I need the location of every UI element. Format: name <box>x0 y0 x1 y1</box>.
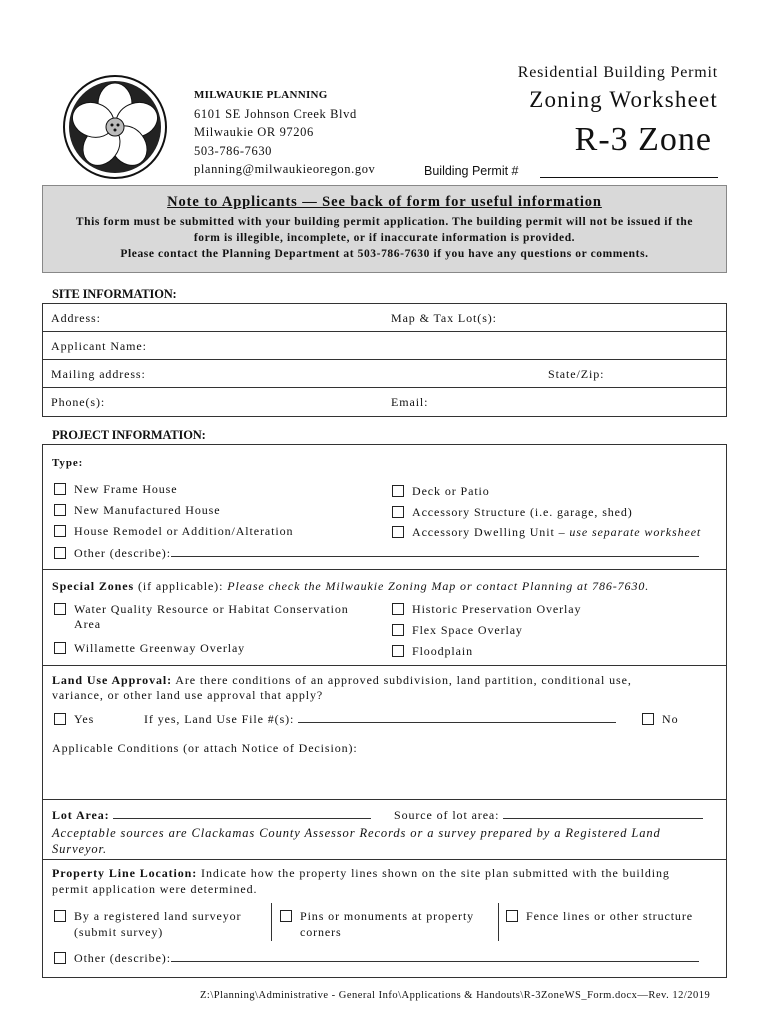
land-use-no-label: No <box>662 712 679 726</box>
org-phone: 503-786-7630 <box>194 143 273 158</box>
land-use-label: Land Use Approval: <box>52 673 173 687</box>
divider <box>498 903 499 941</box>
site-row-address <box>43 304 726 332</box>
notice-title: Note to Applicants — See back of form for useful information <box>167 194 602 210</box>
type-other[interactable] <box>54 546 699 561</box>
org-email: planning@milwaukieoregon.gov <box>194 162 376 176</box>
project-info-box <box>42 444 727 978</box>
checkbox[interactable] <box>392 645 404 657</box>
special-zones-prompt <box>52 579 649 594</box>
zone-water-quality[interactable] <box>54 602 349 617</box>
site-row-applicant <box>43 332 726 360</box>
special-zones-note: Please check the Milwaukie Zoning Map or contact Planning at 786-7630. <box>227 579 650 593</box>
footer-file-path: Z:\Planning\Administrative - General Info\Applications & Handouts\R-3ZoneWS_Form.docx—Rev. 12/2019 <box>200 990 711 1001</box>
checkbox[interactable] <box>392 603 404 615</box>
pl-other-field[interactable] <box>171 961 699 962</box>
address-field-label[interactable]: Address: <box>51 311 101 325</box>
zone-historic-label: Historic Preservation Overlay <box>412 602 582 616</box>
form-category: Residential Building Permit <box>517 64 718 81</box>
checkbox[interactable] <box>54 504 66 516</box>
checkbox[interactable] <box>54 910 66 922</box>
checkbox[interactable] <box>642 713 654 725</box>
checkbox[interactable] <box>54 525 66 537</box>
phone-field-label[interactable]: Phone(s): <box>51 395 106 409</box>
type-deck-patio-label: Deck or Patio <box>412 484 490 498</box>
checkbox[interactable] <box>392 624 404 636</box>
site-info-heading: SITE INFORMATION: <box>52 287 177 301</box>
lot-note-1: Acceptable sources are Clackamas County Assessor Records or a survey prepared by a Registered Land <box>52 826 661 840</box>
special-zones-paren: (if applicable): <box>137 579 224 593</box>
zone-flex-space[interactable] <box>392 623 523 638</box>
zone-title: R-3 Zone <box>574 121 712 158</box>
site-row-mailing <box>43 360 726 388</box>
pl-pins-label: Pins or monuments at property <box>300 909 475 923</box>
checkbox[interactable] <box>506 910 518 922</box>
applicant-name-field-label[interactable]: Applicant Name: <box>51 339 147 353</box>
org-address1: 6101 SE Johnson Creek Blvd <box>194 106 357 121</box>
type-accessory-structure[interactable] <box>392 505 633 520</box>
land-use-yes[interactable] <box>54 712 94 727</box>
permit-number-field[interactable] <box>540 177 718 178</box>
divider <box>271 903 272 941</box>
lot-source-label: Source of lot area: <box>394 808 500 822</box>
checkbox[interactable] <box>54 547 66 559</box>
email-field-label[interactable]: Email: <box>391 395 429 409</box>
checkbox[interactable] <box>392 485 404 497</box>
org-info <box>194 86 375 179</box>
notice-box <box>42 185 727 273</box>
zone-willamette[interactable] <box>54 641 245 656</box>
type-adu-label: Accessory Dwelling Unit – <box>412 525 566 539</box>
land-use-file-field[interactable] <box>298 722 616 723</box>
pl-surveyor-label: By a registered land surveyor <box>74 909 242 923</box>
checkbox[interactable] <box>54 713 66 725</box>
lot-note-2: Surveyor. <box>52 842 107 856</box>
form-title: Zoning Worksheet <box>529 87 718 112</box>
divider <box>43 569 726 570</box>
type-house-remodel[interactable] <box>54 524 293 539</box>
property-line-label: Property Line Location: <box>52 866 198 880</box>
divider <box>43 665 726 666</box>
pl-surveyor-label-2: (submit survey) <box>74 925 164 939</box>
checkbox[interactable] <box>54 642 66 654</box>
land-use-text-1: Are there conditions of an approved subdivision, land partition, conditional use, <box>175 673 632 687</box>
lot-area-field[interactable] <box>113 818 371 819</box>
pl-other[interactable] <box>54 951 699 966</box>
notice-line-1: This form must be submitted with your building permit application. The building permit will not be issued if the <box>75 216 694 228</box>
adu-note: use separate worksheet <box>569 525 702 539</box>
pl-pins-label-2: corners <box>300 925 342 939</box>
divider <box>43 799 726 800</box>
state-zip-field-label[interactable]: State/Zip: <box>548 367 605 381</box>
type-new-frame-house-label: New Frame House <box>74 482 178 496</box>
notice-line-2: form is illegible, incomplete, or if inaccurate information is provided. <box>193 232 576 244</box>
applicable-conditions-label[interactable]: Applicable Conditions (or attach Notice of Decision): <box>52 741 358 755</box>
zone-water-quality-label: Water Quality Resource or Habitat Conservation <box>74 602 349 616</box>
checkbox[interactable] <box>54 603 66 615</box>
notice-body <box>43 214 726 262</box>
type-label: Type: <box>52 457 84 469</box>
site-info-table <box>42 303 727 417</box>
type-new-frame-house[interactable] <box>54 482 177 497</box>
type-accessory-structure-label: Accessory Structure (i.e. garage, shed) <box>412 505 633 519</box>
permit-number-label: Building Permit # <box>424 164 519 178</box>
type-other-label: Other (describe): <box>74 546 171 560</box>
property-line-text-2: permit application were determined. <box>52 882 258 896</box>
mailing-address-field-label[interactable]: Mailing address: <box>51 367 146 381</box>
checkbox[interactable] <box>392 526 404 538</box>
checkbox[interactable] <box>280 910 292 922</box>
land-use-text-2: variance, or other land use approval that apply? <box>52 688 324 702</box>
lot-area-label: Lot Area: <box>52 808 110 822</box>
type-other-field[interactable] <box>171 556 699 557</box>
type-new-manufactured-house[interactable] <box>54 503 220 518</box>
dogwood-flower-icon <box>62 74 168 180</box>
property-line-prompt <box>52 866 670 881</box>
divider <box>43 859 726 860</box>
notice-line-3: Please contact the Planning Department at 503-786-7630 if you have any questions or comments. <box>120 248 649 260</box>
checkbox[interactable] <box>54 483 66 495</box>
property-line-text-1: Indicate how the property lines shown on the site plan submitted with the building <box>201 866 670 880</box>
project-info-heading: PROJECT INFORMATION: <box>52 428 206 442</box>
pl-pins[interactable] <box>280 909 474 924</box>
pl-fence[interactable] <box>506 909 693 924</box>
land-use-prompt <box>52 673 632 688</box>
zone-willamette-label: Willamette Greenway Overlay <box>74 641 246 655</box>
land-use-no[interactable] <box>642 712 678 727</box>
land-use-file-label: If yes, Land Use File #(s): <box>144 712 295 726</box>
org-name: MILWAUKIE PLANNING <box>194 89 328 101</box>
zone-floodplain-label: Floodplain <box>412 644 474 658</box>
site-row-phone <box>43 388 726 416</box>
pl-other-label: Other (describe): <box>74 951 171 965</box>
type-new-manufactured-house-label: New Manufactured House <box>74 503 221 517</box>
zone-flex-space-label: Flex Space Overlay <box>412 623 523 637</box>
checkbox[interactable] <box>392 506 404 518</box>
type-house-remodel-label: House Remodel or Addition/Alteration <box>74 524 294 538</box>
special-zones-label: Special Zones <box>52 579 135 593</box>
pl-fence-label: Fence lines or other structure <box>526 909 693 923</box>
zone-historic[interactable] <box>392 602 581 617</box>
lot-source-field[interactable] <box>503 818 703 819</box>
map-tax-lot-field-label[interactable]: Map & Tax Lot(s): <box>391 311 497 325</box>
checkbox[interactable] <box>54 952 66 964</box>
land-use-file-prompt <box>144 712 616 727</box>
lot-source-row <box>394 808 703 823</box>
org-address2: Milwaukie OR 97206 <box>194 125 314 139</box>
milwaukie-logo <box>62 74 168 180</box>
zone-water-quality-label-2: Area <box>74 617 101 631</box>
zone-floodplain[interactable] <box>392 644 473 659</box>
type-deck-patio[interactable] <box>392 484 490 499</box>
pl-surveyor[interactable] <box>54 909 241 924</box>
lot-area-row <box>52 808 371 823</box>
land-use-yes-label: Yes <box>74 712 95 726</box>
type-adu[interactable] <box>392 525 701 540</box>
